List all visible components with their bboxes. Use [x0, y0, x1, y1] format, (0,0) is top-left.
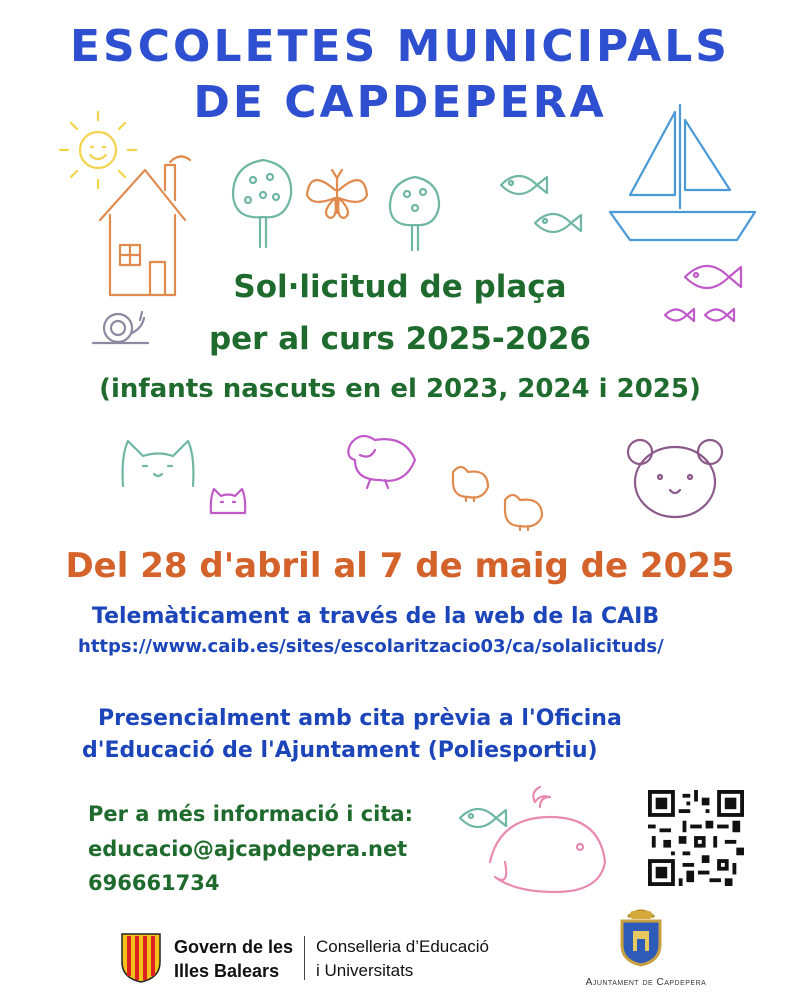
contact-label: Per a més informació i cita: [88, 802, 413, 826]
in-person-line-2: d'Educació de l'Ajuntament (Poliesportiu) [82, 738, 598, 763]
logo-divider [304, 936, 305, 980]
fish-icon [530, 208, 585, 238]
conselleria-line-1: Conselleria d’Educació [316, 937, 489, 956]
bird-icon [340, 425, 420, 490]
ajuntament-capdepera-coat-of-arms-icon [618, 905, 664, 967]
conselleria-line-2: i Universitats [316, 961, 414, 980]
chick-icon [500, 488, 550, 530]
cat-icon [118, 436, 198, 491]
title-line-2: DE CAPDEPERA [193, 77, 607, 128]
chick-icon [448, 462, 493, 502]
fish-icon [496, 170, 551, 200]
sailboat-icon [605, 100, 765, 250]
ajuntament-label: Ajuntament de Capdepera [585, 977, 707, 988]
date-period: Del 28 d'abril al 7 de maig de 2025 [65, 546, 735, 586]
request-line-1: Sol·licitud de plaça [233, 269, 567, 305]
title-line-1: ESCOLETES MUNICIPALS [70, 21, 730, 72]
butterfly-icon [305, 168, 370, 223]
contact-phone[interactable]: 696661734 [88, 871, 220, 895]
contact-email-link[interactable]: educacio@ajcapdepera.net [88, 837, 408, 861]
request-line-2: per al curs 2025-2026 [208, 321, 592, 357]
qr-code-image [648, 790, 744, 886]
govern-line-2: Illes Balears [174, 961, 280, 981]
govern-line-1: Govern de les [174, 937, 294, 957]
online-label: Telemàticament a través de la web de la CAIB [92, 604, 660, 629]
bear-icon [625, 432, 725, 522]
in-person-line-1: Presencialment amb cita prèvia a l'Oficina [98, 706, 622, 731]
whale-icon [480, 782, 610, 902]
qr-code[interactable] [648, 790, 744, 886]
govern-illes-balears-shield-icon [120, 932, 162, 984]
caib-url-link[interactable]: https://www.caib.es/sites/escolaritzacio03/ca/solalicituds/ [78, 636, 664, 657]
tree-icon [228, 155, 298, 250]
tree-icon [385, 172, 445, 252]
request-line-3: (infants nascuts en el 2023, 2024 i 2025) [99, 374, 701, 404]
cat-icon [208, 485, 248, 515]
